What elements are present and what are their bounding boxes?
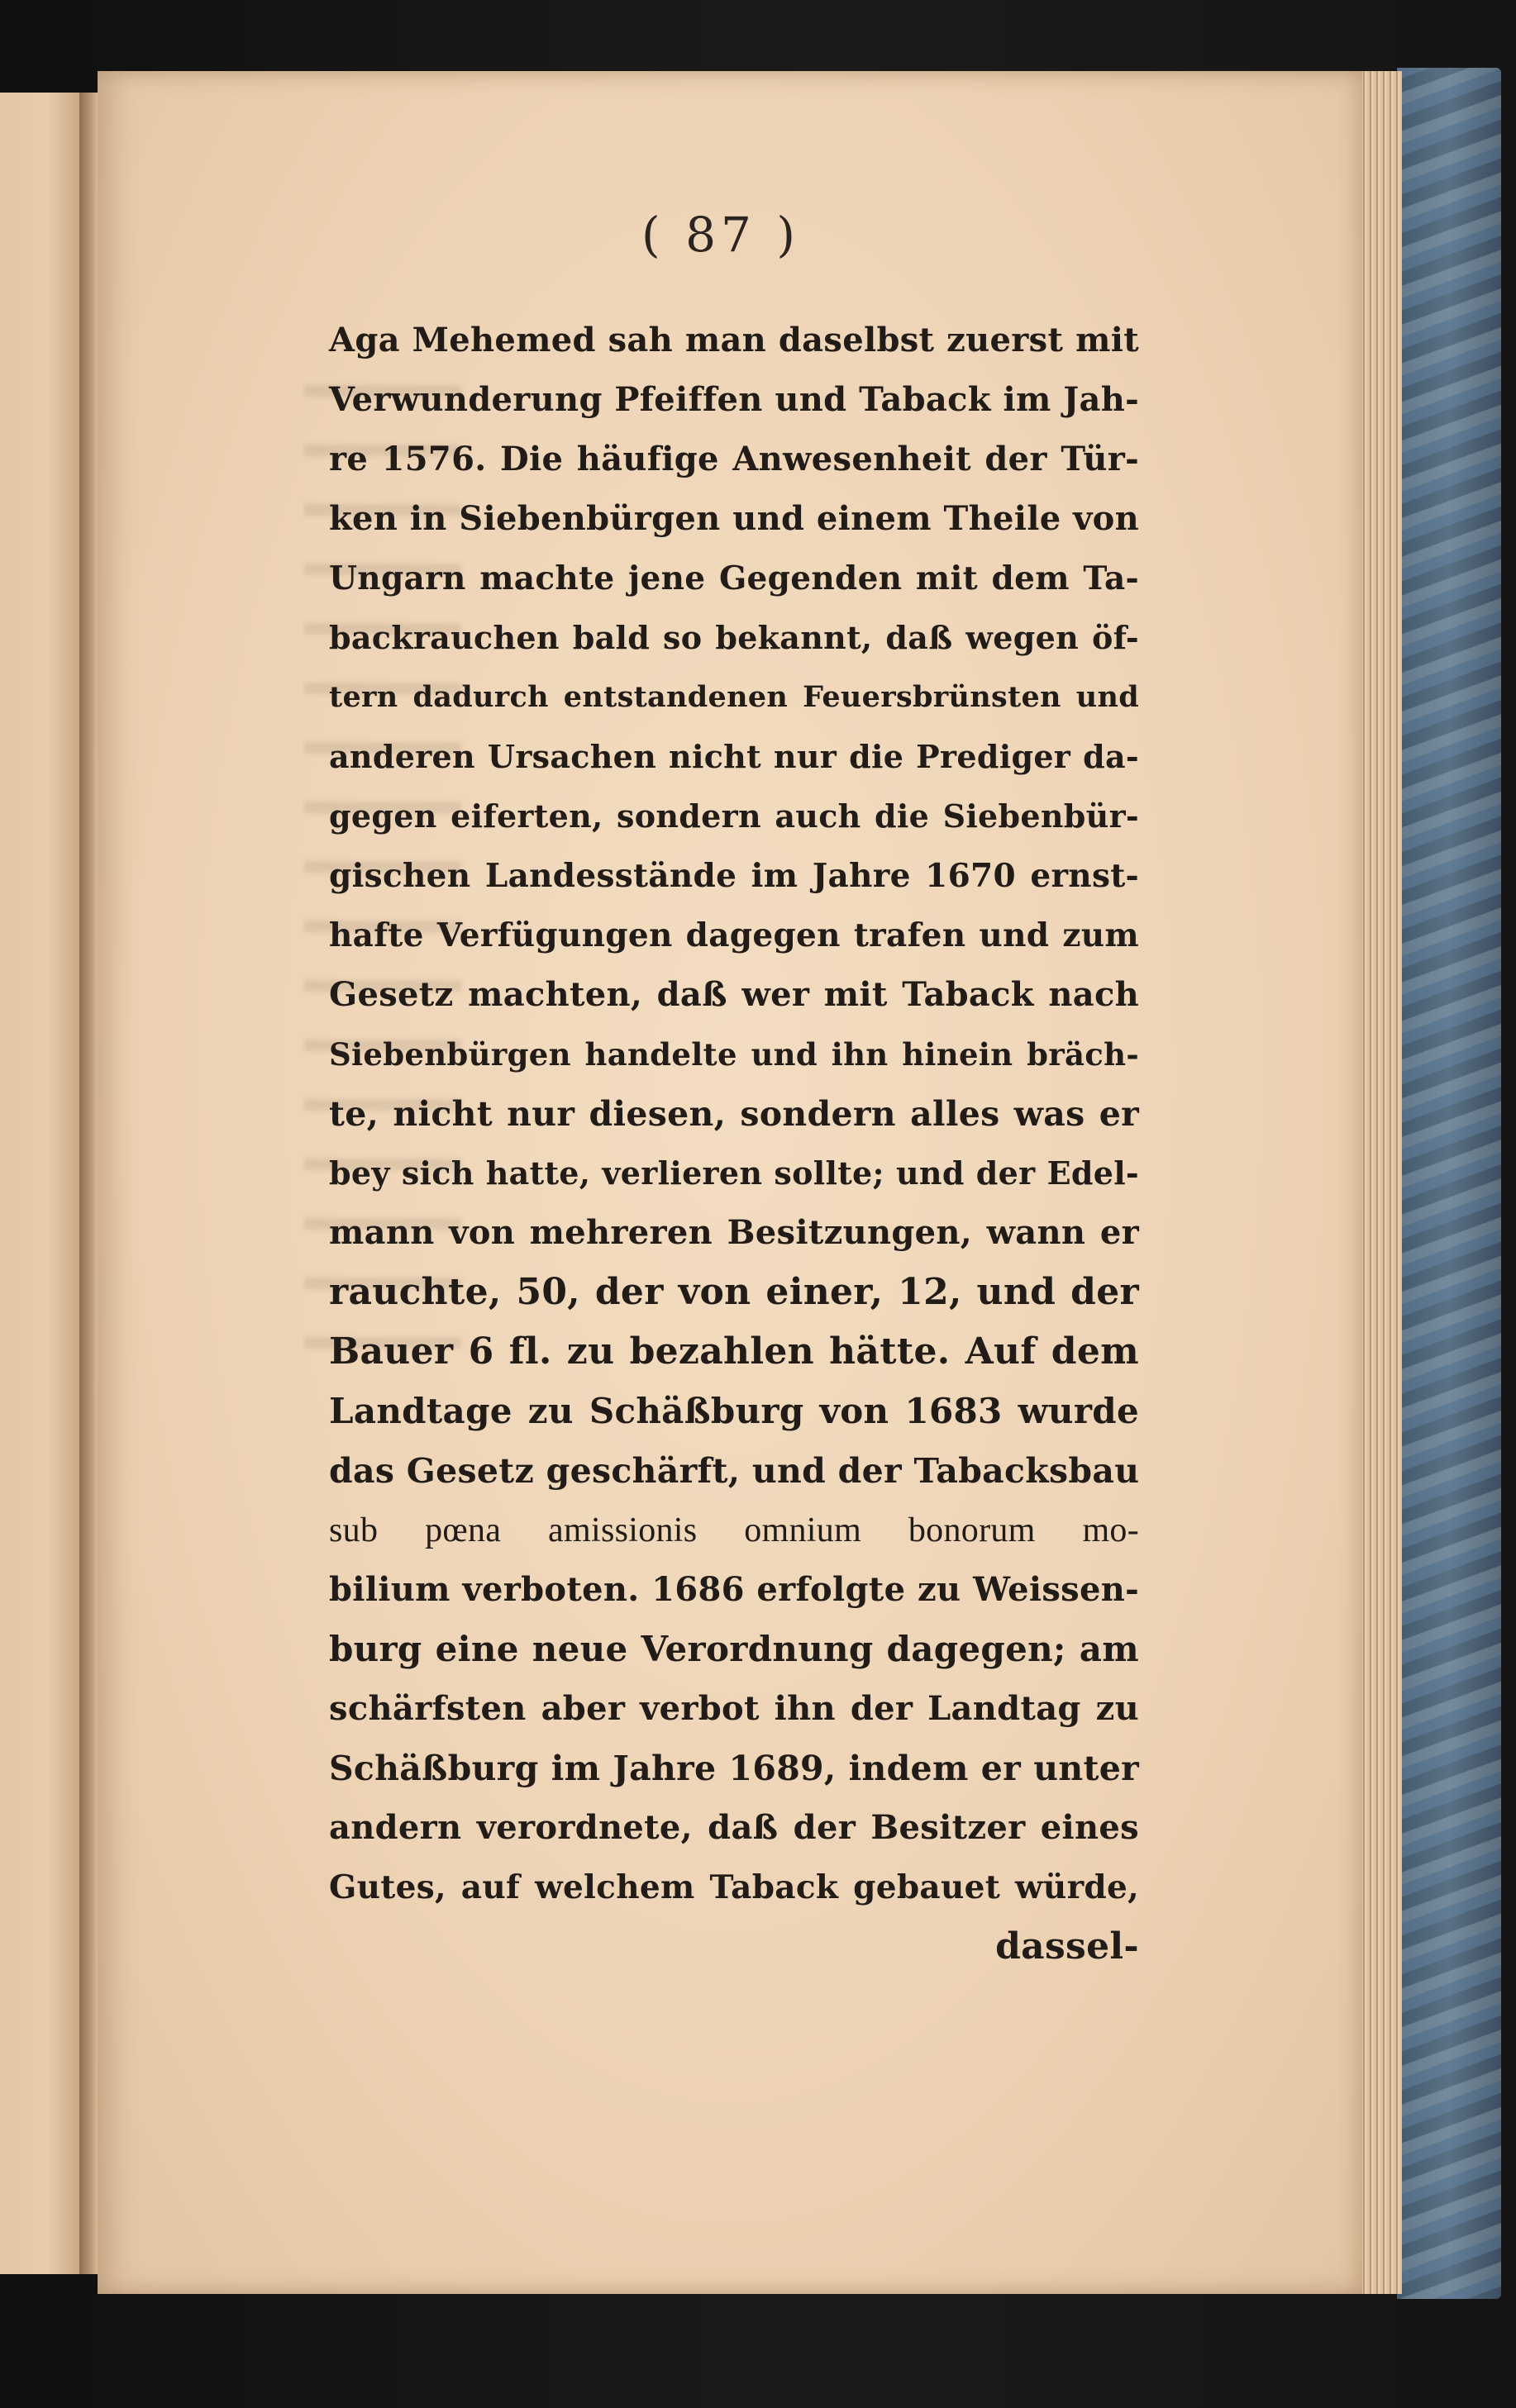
text-line: burg eine neue Verordnung dagegen; am (329, 1629, 1139, 1669)
book-gutter (79, 93, 98, 2274)
text-line: mann von mehreren Besitzungen, wann er (329, 1213, 1139, 1252)
text-line: re 1576. Die häufige Anwesenheit der Tür- (329, 440, 1139, 478)
catchword: dassel- (995, 1925, 1139, 1968)
text-line: tern dadurch entstandenen Feuersbrünsten und (329, 680, 1139, 714)
latin-text-line: sub pœna amissionis omnium bonorum mo- (329, 1511, 1139, 1549)
text-line: Gesetz machten, daß wer mit Taback nach (329, 975, 1139, 1014)
text-line: bey sich hatte, verlieren sollte; und der Edel- (329, 1154, 1139, 1192)
text-line: gischen Landesstände im Jahre 1670 ernst- (329, 857, 1139, 895)
text-line: anderen Ursachen nicht nur die Prediger da- (329, 738, 1139, 775)
text-line: ken in Siebenbürgen und einem Theile von (329, 499, 1139, 538)
text-line: hafte Verfügungen dagegen trafen und zum (329, 916, 1139, 954)
text-line: rauchte, 50, der von einer, 12, und der (329, 1271, 1139, 1313)
body-text (329, 311, 1139, 1977)
marbled-cover (1397, 68, 1501, 2299)
text-line: te, nicht nur diesen, sondern alles was er (329, 1094, 1139, 1134)
text-line: backrauchen bald so bekannt, daß wegen öf- (329, 619, 1139, 656)
text-line: Schäßburg im Jahre 1689, indem er unter (329, 1749, 1139, 1788)
left-facing-page (0, 93, 82, 2274)
text-line: andern verordnete, daß der Besitzer eines (329, 1808, 1139, 1847)
text-line: bilium verboten. 1686 erfolgte zu Weissen- (329, 1570, 1139, 1609)
text-line: schärfsten aber verbot ihn der Landtag zu (329, 1689, 1139, 1728)
text-line: Bauer 6 fl. zu bezahlen hätte. Auf dem (329, 1330, 1139, 1373)
text-line: das Gesetz geschärft, und der Tabacksbau (329, 1451, 1140, 1491)
page-number: ( 87 ) (641, 207, 800, 263)
text-line: Gutes, auf welchem Taback gebauet würde, (329, 1868, 1139, 1906)
text-line: gegen eiferten, sondern auch die Siebenbür- (329, 797, 1139, 835)
text-line: Verwunderung Pfeiffen und Taback im Jah- (329, 380, 1139, 419)
text-line: Ungarn machte jene Gegenden mit dem Ta- (329, 559, 1139, 597)
text-line: Aga Mehemed sah man daselbst zuerst mit (329, 321, 1139, 359)
text-line: Siebenbürgen handelte und ihn hinein bräch- (329, 1036, 1139, 1073)
text-line: Landtage zu Schäßburg von 1683 wurde (329, 1391, 1139, 1431)
